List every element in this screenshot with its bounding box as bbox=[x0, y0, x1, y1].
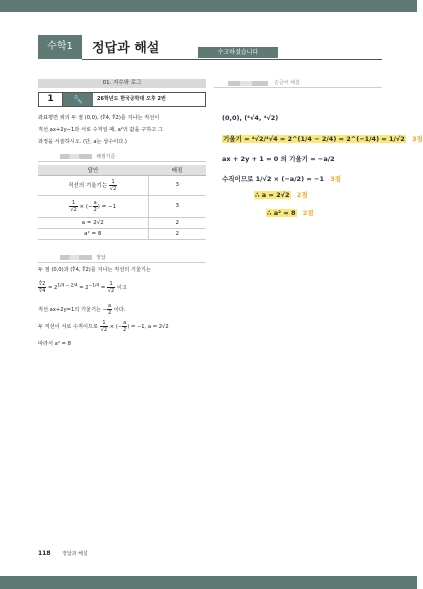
solution-line: $\frac{∜2}{∜4}$ = $2^{1/4 - 2/4} = 2^{-1/4}$ = $\frac{1}{√2}$ 이고 bbox=[39, 281, 127, 294]
handwriting-line bbox=[254, 190, 308, 199]
page-title: 정답과 해설 bbox=[92, 41, 160, 56]
column-header: 답안 bbox=[38, 165, 148, 175]
solution-line: 두 점 (0,0)과 (∜4, ∜2)를 지나는 직선의 기울기는 bbox=[38, 267, 151, 273]
section-marker bbox=[228, 81, 268, 86]
unit-title: 01. 지수와 로그 bbox=[38, 79, 206, 88]
answer-cell: $\frac{1}{√2}$ × (− $\frac{a}{2}$ ) = −1 bbox=[38, 195, 148, 217]
table-row bbox=[38, 175, 206, 195]
handwriting-line bbox=[266, 208, 314, 217]
solution-line: 직선 ax+2y=1의 기울기는 − $\frac{a}{2}$ 이다. bbox=[38, 303, 126, 316]
column-header: 배점 bbox=[148, 165, 206, 175]
problem-line: 좌표평면 위의 두 점 (0,0), (∜4, ∜2)를 지나는 직선이 bbox=[38, 115, 160, 121]
problem-number: 1 bbox=[39, 93, 63, 106]
score-cell: 3 bbox=[148, 175, 206, 195]
table-row bbox=[38, 228, 206, 239]
cheer-badge: 수고하셨습니다 bbox=[198, 47, 278, 58]
grading-section-header bbox=[60, 154, 115, 161]
table-header-row bbox=[38, 165, 206, 175]
handwriting-text: 수직이므로 1/√2 × (−a/2) = −1 bbox=[222, 175, 324, 183]
table-row bbox=[38, 217, 206, 228]
solution-line: 따라서 a² = 8 bbox=[38, 341, 71, 347]
score-mark: 3점 bbox=[412, 135, 423, 143]
grading-label: 채점기준 bbox=[96, 154, 116, 160]
score-cell: 3 bbox=[148, 195, 206, 217]
problem-header bbox=[38, 92, 206, 107]
problem-text bbox=[38, 112, 208, 148]
top-band bbox=[0, 0, 417, 12]
score-cell: 2 bbox=[148, 228, 206, 239]
answer-label: 정답 bbox=[96, 255, 106, 261]
answer-cell: a = 2√2 bbox=[38, 217, 148, 228]
handwriting-section-header bbox=[214, 79, 382, 88]
answer-cell: a² = 8 bbox=[38, 228, 148, 239]
problem-source: 26학년도 한국공학대 오후 2번 bbox=[97, 96, 166, 102]
solution-line: 두 직선이 서로 수직이므로 $\frac{1}{√2}$ × (− $\frac{a}{2}$ ) = −1, a = 2√2 bbox=[38, 320, 169, 333]
answer-section-header bbox=[60, 255, 106, 262]
divider bbox=[38, 262, 206, 263]
highlighted-text: ∴ a = 2√2 bbox=[255, 191, 290, 199]
problem-line: 직선 ax+2y−1과 서로 수직일 때, a²의 값을 구하고 그 bbox=[38, 127, 163, 133]
page-number: 118 bbox=[38, 550, 51, 557]
section-marker bbox=[60, 154, 92, 159]
highlighted-text: ∴ a² = 8 bbox=[267, 209, 296, 217]
problem-line: 과정을 서술하시오. (단, a는 상수이다.) bbox=[38, 139, 127, 145]
handwriting-line bbox=[222, 174, 341, 183]
grading-table bbox=[38, 165, 206, 240]
score-mark: 2점 bbox=[302, 209, 314, 217]
section-marker bbox=[60, 255, 92, 260]
footer-label: 정답과 해설 bbox=[62, 551, 88, 557]
divider bbox=[38, 161, 206, 162]
score-cell: 2 bbox=[148, 217, 206, 228]
handwriting-line: (0,0), (⁴√4, ⁴√2) bbox=[222, 114, 279, 122]
wrench-icon: 🔧 bbox=[63, 93, 93, 106]
answer-cell: 직선의 기울기는 $\frac{1}{√2}$ bbox=[38, 175, 148, 195]
subject-tab: 수학1 bbox=[38, 35, 82, 59]
score-mark: 2점 bbox=[296, 191, 308, 199]
title-underline bbox=[82, 59, 382, 60]
table-row bbox=[38, 195, 206, 217]
handwriting-label: 손글씨 해설 bbox=[274, 80, 300, 86]
handwriting-line bbox=[222, 134, 423, 143]
bottom-band bbox=[0, 576, 417, 589]
handwriting-line: ax + 2y + 1 = 0 의 기울기 = −a/2 bbox=[222, 155, 335, 163]
highlighted-text: 기울기 = ⁴√2/⁴√4 = 2^(1/4 − 2/4) = 2^(−1/4) = 1/√2 bbox=[223, 135, 405, 143]
score-mark: 3점 bbox=[330, 175, 342, 183]
